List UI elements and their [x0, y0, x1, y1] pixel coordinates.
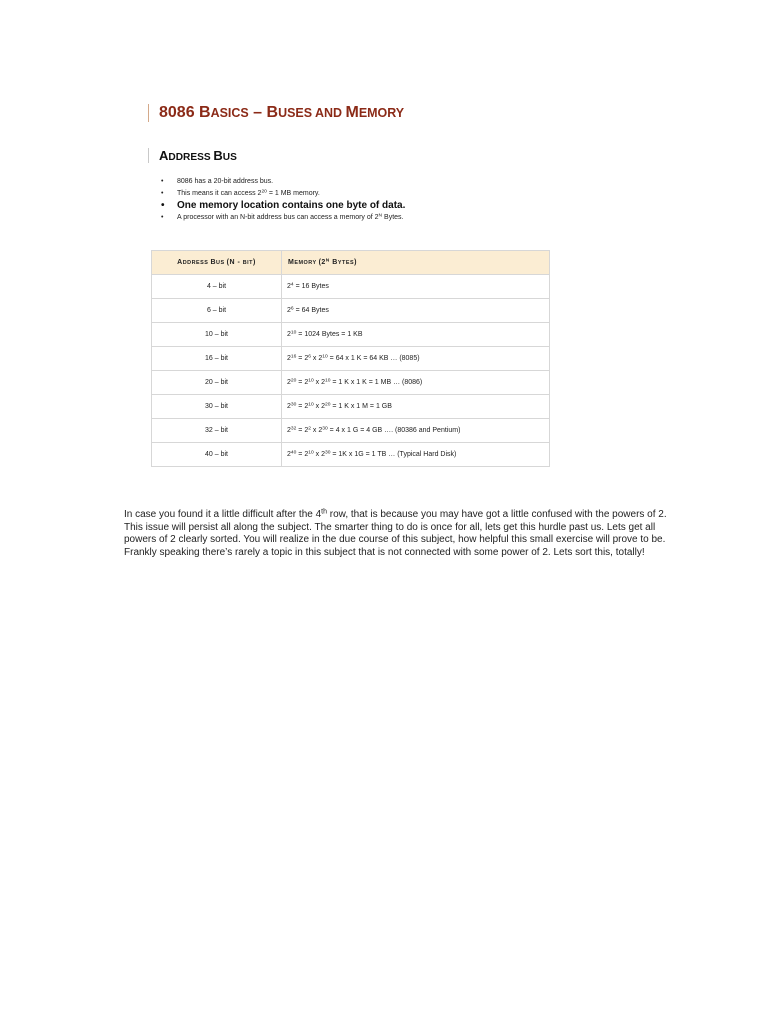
table-row — [152, 347, 550, 371]
header-address-bus: ADDRESS BUS (N - BIT) — [152, 251, 282, 275]
cell-bits: 6 – bit — [152, 299, 282, 323]
table-row — [152, 275, 550, 299]
cell-memory: $2^{40} = 2^{10}$ x $2^{30} = 1K$ x 1G = 1 TB … (Typical Hard Disk) — [282, 443, 550, 467]
cell-memory: $2^6 = 64$ Bytes — [282, 299, 550, 323]
bullet-list — [160, 176, 405, 224]
cell-bits: 16 – bit — [152, 347, 282, 371]
cell-bits: 4 – bit — [152, 275, 282, 299]
bullet-item: • A processor with an N-bit address bus can access a memory of $2^N$ Bytes. — [160, 212, 405, 224]
address-bus-table — [151, 250, 550, 467]
cell-memory: $2^{32} = 2^2$ x $2^{30} = 4$ x 1 G = 4 GB …. (80386 and Pentium) — [282, 419, 550, 443]
table-row — [152, 443, 550, 467]
cell-bits: 40 – bit — [152, 443, 282, 467]
explanation-paragraph: In case you found it a little difficult after the 4th row, that is because you may have got a little confused with the powers of 2. This issue will persist all along the subject. The smarter thing to do is once for all, lets get this hurdle past us. Lets get all powers of 2 clearly sorted. You will realize in the due course of this subject, how helpful this small exercise will prove to be. Frankly speaking there’s rarely a topic in this subject that is not connected with some power of 2. Lets sort this, totally! — [124, 508, 667, 558]
table-row — [152, 371, 550, 395]
section-heading: ADDRESS BUS — [148, 148, 237, 163]
table-row — [152, 419, 550, 443]
cell-memory: $2^{20} = 2^{10}$ x $2^{10} = 1$ K x 1 K = 1 MB … (8086) — [282, 371, 550, 395]
bullet-item-emphasis: • One memory location contains one byte of data. — [160, 200, 405, 212]
bullet-item: • 8086 has a 20-bit address bus. — [160, 176, 405, 188]
cell-memory: $2^{16} = 2^6$ x $2^{10} = 64$ x 1 K = 64 KB … (8085) — [282, 347, 550, 371]
table-row — [152, 323, 550, 347]
cell-memory: $2^{10} = 1024$ Bytes = 1 KB — [282, 323, 550, 347]
table-header-row — [152, 251, 550, 275]
cell-bits: 10 – bit — [152, 323, 282, 347]
bullet-item: • This means it can access $2^{20} = 1$ MB memory. — [160, 188, 405, 200]
cell-bits: 20 – bit — [152, 371, 282, 395]
cell-memory: $2^{30} = 2^{10}$ x $2^{20} = 1$ K x 1 M = 1 GB — [282, 395, 550, 419]
page-title: 8086 BASICS – BUSES AND MEMORY — [148, 104, 404, 122]
cell-bits: 32 – bit — [152, 419, 282, 443]
table-row — [152, 299, 550, 323]
cell-memory: $2^4 = 16$ Bytes — [282, 275, 550, 299]
cell-bits: 30 – bit — [152, 395, 282, 419]
header-memory: MEMORY ($2^N$ BYTES) — [282, 251, 550, 275]
table-row — [152, 395, 550, 419]
